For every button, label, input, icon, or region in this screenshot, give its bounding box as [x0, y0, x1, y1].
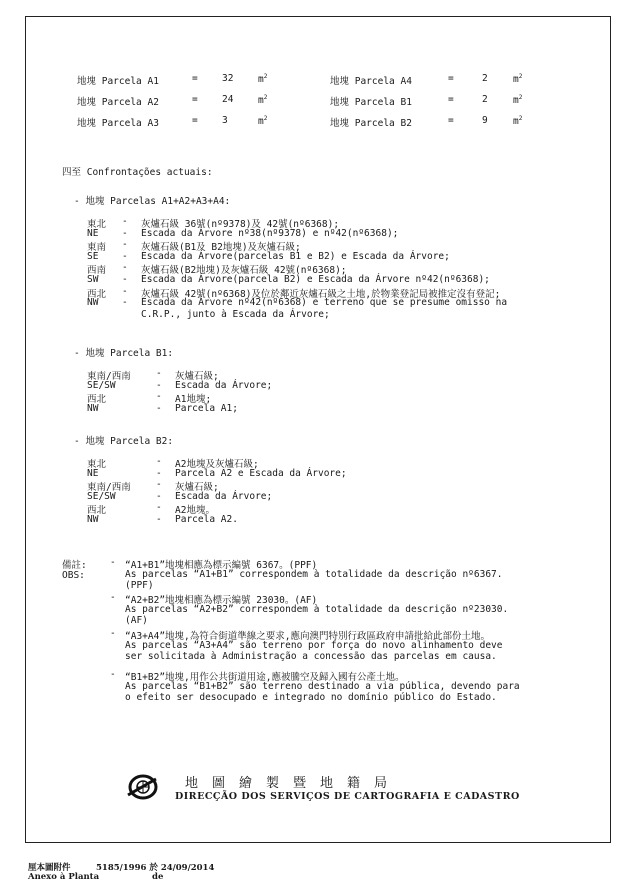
unit-superscript: 2 — [263, 94, 268, 101]
direction-code: NW — [87, 514, 99, 525]
parcel-label: 地塊 Parcela B1 — [330, 97, 412, 108]
note-line: As parcelas “B1+B2” são terreno destinado a via pública, devendo para — [125, 680, 520, 692]
parcel-area-unit — [513, 115, 522, 127]
unit-text: m — [258, 116, 264, 127]
direction-code: 東北 — [87, 459, 107, 470]
footer-line2-label: Anexo à Planta — [28, 872, 100, 882]
parcel-area-value: 2 — [482, 73, 488, 84]
parcel-area-unit — [258, 73, 267, 85]
row-dash: - — [156, 479, 162, 491]
confrontation-text: 灰爐石級; — [175, 482, 219, 494]
confrontation-text: C.R.P., junto à Escada da Árvore; — [141, 308, 330, 320]
direction-code: 東南/西南 — [87, 371, 131, 382]
direction-code: 西北 — [87, 505, 107, 517]
row-dash: - — [156, 368, 162, 379]
row-dash: - — [122, 285, 128, 297]
confrontation-text: 灰爐石級 36號(nº9378)及 42號(nº6368); — [141, 219, 340, 230]
note-dash: - — [110, 628, 116, 639]
parcel-equals: = — [192, 115, 198, 126]
row-dash: - — [122, 274, 128, 285]
direction-code: NE — [87, 467, 99, 479]
note-line: “A3+A4”地塊,為符合街道準線之要求,應向澳門特別行政區政府申請批給此部份土地。 — [125, 631, 490, 642]
confrontation-text: A2地塊。 — [175, 505, 215, 517]
note-line: “B1+B2”地塊,用作公共街道用途,應被騰空及歸入國有公產土地。 — [125, 672, 405, 683]
row-dash: - — [122, 297, 128, 309]
confrontation-text: Parcela A2. — [175, 514, 238, 525]
confrontation-text: Escada da Árvore(parcela B2) e Escada da Árvore nº42(nº6368); — [141, 274, 490, 285]
notes-label-cn: 備註: — [62, 560, 87, 571]
parcel-area-value: 9 — [482, 115, 488, 126]
confrontation-text: 灰爐石級(B2地塊)及灰爐石級 42號(nº6368); — [141, 265, 347, 277]
unit-text: m — [258, 74, 264, 85]
parcel-area-unit — [513, 73, 522, 85]
parcel-equals: = — [192, 94, 198, 105]
parcel-equals: = — [448, 115, 454, 126]
dscc-logo-icon — [126, 771, 158, 803]
direction-code: SE/SW — [87, 490, 116, 502]
row-dash: - — [156, 379, 162, 391]
confrontation-text: Escada da Árvore nº42(nº6368) e terreno que se presume omisso na — [141, 297, 508, 309]
row-dash: - — [122, 262, 128, 274]
note-line: “A2+B2”地塊相應為標示編號 23030。(AF) — [125, 595, 318, 606]
confrontation-text: 灰爐石級(B1及 B2地塊)及灰爐石級; — [141, 242, 301, 254]
parcel-equals: = — [448, 94, 454, 105]
confrontation-text: A1地塊; — [175, 394, 212, 406]
confrontation-text: Parcela A1; — [175, 402, 238, 414]
parcel-label: 地塊 Parcela A1 — [77, 76, 159, 87]
parcel-label: 地塊 Parcela A2 — [77, 97, 159, 108]
parcel-area-unit — [513, 94, 522, 106]
unit-superscript: 2 — [518, 73, 523, 80]
direction-code: SE/SW — [87, 379, 116, 391]
parcel-area-value: 3 — [222, 115, 228, 126]
row-dash: - — [156, 467, 162, 479]
row-dash: - — [122, 227, 128, 239]
row-dash: - — [156, 514, 162, 525]
footer-line1-value: 5185/1996 於 24/09/2014 — [96, 863, 215, 873]
parcel-equals: = — [448, 73, 454, 84]
unit-text: m — [258, 95, 264, 106]
note-dash: - — [110, 592, 116, 603]
group-heading: - 地塊 Parcela B2: — [74, 436, 174, 447]
row-dash: - — [156, 502, 162, 514]
parcel-label: 地塊 Parcela A4 — [330, 76, 412, 87]
direction-code: SE — [87, 250, 99, 262]
note-dash: - — [110, 669, 116, 680]
confrontation-text: 灰爐石級 42號(nº6368)及位於鄰近灰爐石級之土地,於物業登記局被推定沒有登記; — [141, 288, 501, 300]
row-dash: - — [156, 456, 162, 467]
section-title: 四至 Confrontações actuais: — [62, 167, 213, 178]
row-dash: - — [156, 391, 162, 403]
row-dash: - — [156, 490, 162, 502]
parcel-equals: = — [192, 73, 198, 84]
note-line: (AF) — [125, 615, 148, 627]
confrontation-text: Escada da Árvore nº38(nº9378) e nº42(nº6368); — [141, 227, 399, 239]
notes-label-pt: OBS: — [62, 570, 85, 581]
unit-text: m — [513, 116, 519, 127]
unit-text: m — [513, 95, 519, 106]
direction-code: NW — [87, 402, 99, 414]
note-line: As parcelas “A2+B2” correspondem à totalidade da descrição nº23030. — [125, 603, 509, 615]
confrontation-text: Escada da Árvore; — [175, 490, 273, 502]
group-heading: - 地塊 Parcela B1: — [74, 348, 174, 359]
notes-lead-dash: - — [110, 557, 116, 568]
direction-code: NE — [87, 227, 99, 239]
footer-line2-value: de — [152, 872, 164, 882]
unit-superscript: 2 — [263, 73, 268, 80]
note-line: o efeito ser desocupado e integrado no domínio público do Estado. — [125, 692, 497, 704]
unit-superscript: 2 — [518, 94, 523, 101]
confrontation-text: Escada da Árvore; — [175, 379, 273, 391]
row-dash: - — [122, 239, 128, 251]
unit-text: m — [513, 74, 519, 85]
direction-code: SW — [87, 274, 99, 285]
footer-line1-label: 厘本圖附件 — [28, 863, 71, 873]
note-line: “A1+B1”地塊相應為標示編號 6367。(PPF) — [125, 560, 318, 571]
direction-code: 東南 — [87, 242, 107, 254]
direction-code: 西南 — [87, 265, 107, 277]
note-line: (PPF) — [125, 580, 154, 592]
unit-superscript: 2 — [518, 115, 523, 122]
group-heading: - 地塊 Parcelas A1+A2+A3+A4: — [74, 196, 231, 207]
agency-name-pt: DIRECÇÃO DOS SERVIÇOS DE CARTOGRAFIA E CADASTRO — [175, 791, 520, 802]
unit-superscript: 2 — [263, 115, 268, 122]
document-frame — [25, 16, 611, 843]
parcel-area-unit — [258, 115, 267, 127]
confrontation-text: A2地塊及灰爐石級; — [175, 459, 259, 470]
confrontation-text: Parcela A2 e Escada da Árvore; — [175, 467, 347, 479]
direction-code: 西北 — [87, 394, 107, 406]
note-line: ser solicitada à Administração a concessão das parcelas em causa. — [125, 651, 497, 663]
parcel-area-unit — [258, 94, 267, 106]
confrontation-text: Escada da Árvore(parcelas B1 e B2) e Escada da Árvore; — [141, 250, 450, 262]
parcel-label: 地塊 Parcela A3 — [77, 118, 159, 129]
direction-code: 東北 — [87, 219, 107, 230]
row-dash: - — [156, 402, 162, 414]
row-dash: - — [122, 216, 128, 227]
agency-name-cn: 地圖繪製暨地籍局 — [185, 776, 402, 791]
direction-code: 西北 — [87, 288, 107, 300]
direction-code: NW — [87, 297, 99, 309]
parcel-label: 地塊 Parcela B2 — [330, 118, 412, 129]
row-dash: - — [122, 250, 128, 262]
parcel-area-value: 32 — [222, 73, 234, 84]
confrontation-text: 灰爐石級; — [175, 371, 219, 382]
parcel-area-value: 2 — [482, 94, 488, 105]
note-line: As parcelas “A1+B1” correspondem à totalidade da descrição nº6367. — [125, 568, 503, 580]
parcel-area-value: 24 — [222, 94, 234, 105]
direction-code: 東南/西南 — [87, 482, 131, 494]
note-line: As parcelas “A3+A4” são terreno por força do novo alinhamento deve — [125, 639, 503, 651]
